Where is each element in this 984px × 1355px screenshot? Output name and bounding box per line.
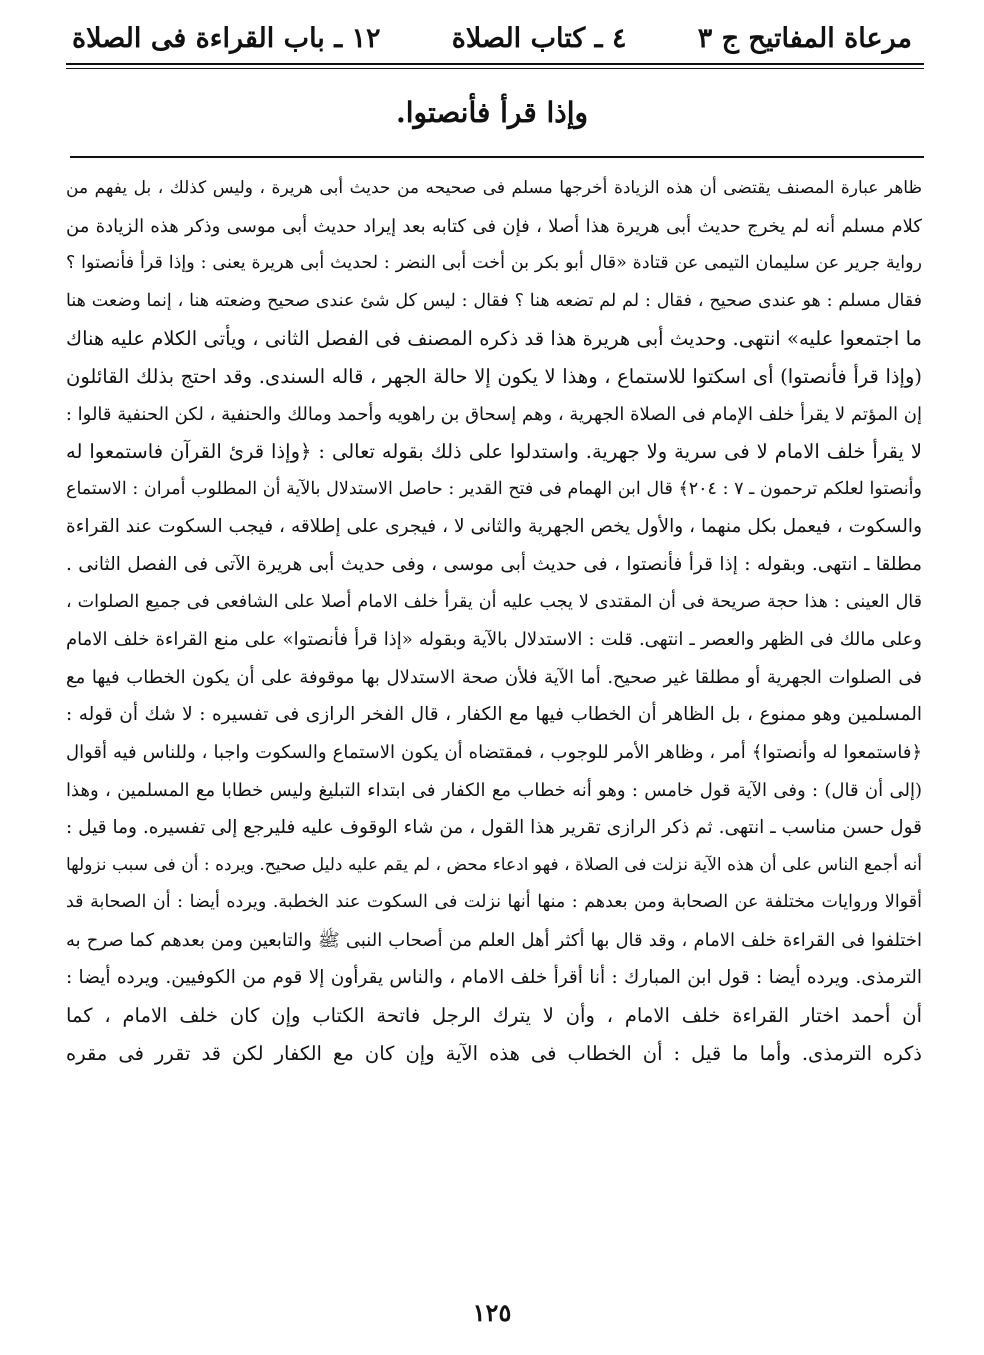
- commentary-rule: [70, 156, 924, 158]
- header-chapter: ٤ ـ كتاب الصلاة: [451, 22, 627, 54]
- text-line: فى الصلوات الجهرية أو مطلقا غير صحيح. أما الآية فلأن صحة الاستدلال بها موقوفة على أن يكون الخطاب فيها مع: [66, 666, 922, 688]
- text-line: أنه أجمع الناس على أن هذه الآية نزلت فى الصلاة ، فهو ادعاء محض ، لم يقم عليه دليل صحيح. ويرده : أن فى سبب نزولها: [66, 854, 922, 875]
- text-line: لا يقرأ خلف الامام لا فى سرية ولا جهرية. واستدلوا على ذلك بقوله تعالى : ﴿وإذا قرئ القرآن فاستمعوا له: [66, 440, 922, 464]
- text-line: (وإذا قرأ فأنصتوا) أى اسكتوا للاستماع ، وهذا لا يكون إلا حالة الجهر ، قاله السندى. وقد احتج بذلك القائلون: [66, 364, 922, 388]
- header-section: ١٢ ـ باب القراءة فى الصلاة: [72, 22, 381, 54]
- header-rule-thick: [66, 63, 924, 65]
- text-line: كلام مسلم أنه لم يخرج حديث أبى هريرة هذا أصلا ، فإن فى كتابه بعد إيراد حديث أبى موسى وذكر هذه الزيادة من: [66, 215, 922, 237]
- text-line: ذكره الترمذى. وأما ما قيل : أن الخطاب فى هذه الآية وإن كان مع الكفار لكن قد تقرر فى مقره: [66, 1041, 922, 1065]
- text-line: ما اجتمعوا عليه» انتهى. وحديث أبى هريرة هذا قد ذكره المصنف فى الفصل الثانى ، ويأتى الكلام عليه هناك: [66, 327, 922, 351]
- header-rule-thin: [66, 68, 924, 69]
- text-line: إن المؤتم لا يقرأ خلف الإمام فى الصلاة الجهرية ، وهم إسحاق بن راهويه وأحمد ومالك والحنفية ، لكن الحنفية قالوا :: [66, 403, 922, 425]
- text-line: وعلى مالك فى الظهر والعصر ـ انتهى. قلت : الاستدلال بالآية وبقوله «إذا قرأ فأنصتوا» على منع القراءة خلف الامام: [66, 629, 922, 651]
- hadith-text: وإذا قرأ فأنصتوا.: [395, 96, 589, 129]
- text-line: وأنصتوا لعلكم ترحمون ـ ٧ : ٢٠٤﴾ قال ابن الهمام فى فتح القدير : حاصل الاستدلال بالآية أن المطلوب أمران : الاستماع: [66, 478, 922, 499]
- text-line: اختلفوا فى القراءة خلف الامام ، وقد قال بها أكثر أهل العلم من أصحاب النبى ﷺ والتابعين ومن بعدهم كما صرح به: [66, 929, 922, 951]
- running-header: [72, 16, 912, 60]
- text-line: أن أحمد اختار القراءة خلف الامام ، وأن لا يترك الرجل فاتحة الكتاب وإن كان خلف الامام ، كما: [66, 1004, 922, 1028]
- text-line: أقوالا وروايات مختلفة عن الصحابة ومن بعدهم : منها أنها نزلت فى السكوت عند الخطبة. ويرده أيضا : أن الصحابة قد: [66, 892, 922, 913]
- text-line: رواية جرير عن سليمان التيمى عن قتادة «قال أبو بكر بن أخت أبى النضر : لحديث أبى هريرة يعنى : وإذا قرأ فأنصتوا ؟: [66, 253, 922, 274]
- text-line: مطلقا ـ انتهى. وبقوله : إذا قرأ فأنصتوا ، فى حديث أبى موسى ، وفى حديث أبى هريرة الآتى فى الفصل الثانى .: [66, 553, 922, 575]
- text-line: قول حسن مناسب ـ انتهى. ثم ذكر الرازى تقرير هذا القول ، من شاء الوقوف عليه فليرجع إلى تفسيره. وما قيل :: [66, 817, 922, 839]
- text-line: الترمذى. ويرده أيضا : قول ابن المبارك : أنا أقرأ خلف الامام ، والناس يقرأون إلا قوم من الكوفيين. ويرده أيضا :: [66, 967, 922, 989]
- text-line: والسكوت ، فيعمل بكل منهما ، والأول يخص الجهرية والثانى لا ، فيجرى على إطلاقه ، فيجب السكوت عند القراءة: [66, 516, 922, 538]
- text-line: ظاهر عبارة المصنف يقتضى أن هذه الزيادة أخرجها مسلم فى صحيحه من حديث أبى هريرة ، وليس كذلك ، بل يفهم من: [66, 178, 922, 198]
- text-line: ﴿فاستمعوا له وأنصتوا﴾ أمر ، وظاهر الأمر للوجوب ، فمقتضاه أن يكون الاستماع والسكوت واجبا ، وللناس فيه أقوال: [66, 741, 922, 763]
- text-line: قال العينى : هذا حجة صريحة فى أن المقتدى لا يجب عليه أن يقرأ خلف الامام أصلا على الشافعى فى جميع الصلوات ،: [66, 591, 922, 612]
- text-line: المسلمين وهو ممنوع ، بل الظاهر أن الخطاب فيها مع الكفار ، قال الفخر الرازى فى تفسيره : لا شك أن قوله :: [66, 704, 922, 726]
- header-book-title: مرعاة المفاتيح ج ٣: [697, 22, 912, 54]
- text-line: (إلى أن قال) : وفى الآية قول خامس : وهو أنه خطاب مع الكفار فى ابتداء التبليغ وليس خطابا مع المسلمين ، وهذا: [66, 779, 922, 801]
- commentary-body: [66, 170, 922, 1072]
- page-number: ١٢٥: [472, 1298, 512, 1327]
- text-line: فقال مسلم : هو عندى صحيح ، فقال : لم لم تضعه هنا ؟ فقال : ليس كل شئ عندى صحيح وضعته هنا ، إنما وضعت هنا: [66, 290, 922, 311]
